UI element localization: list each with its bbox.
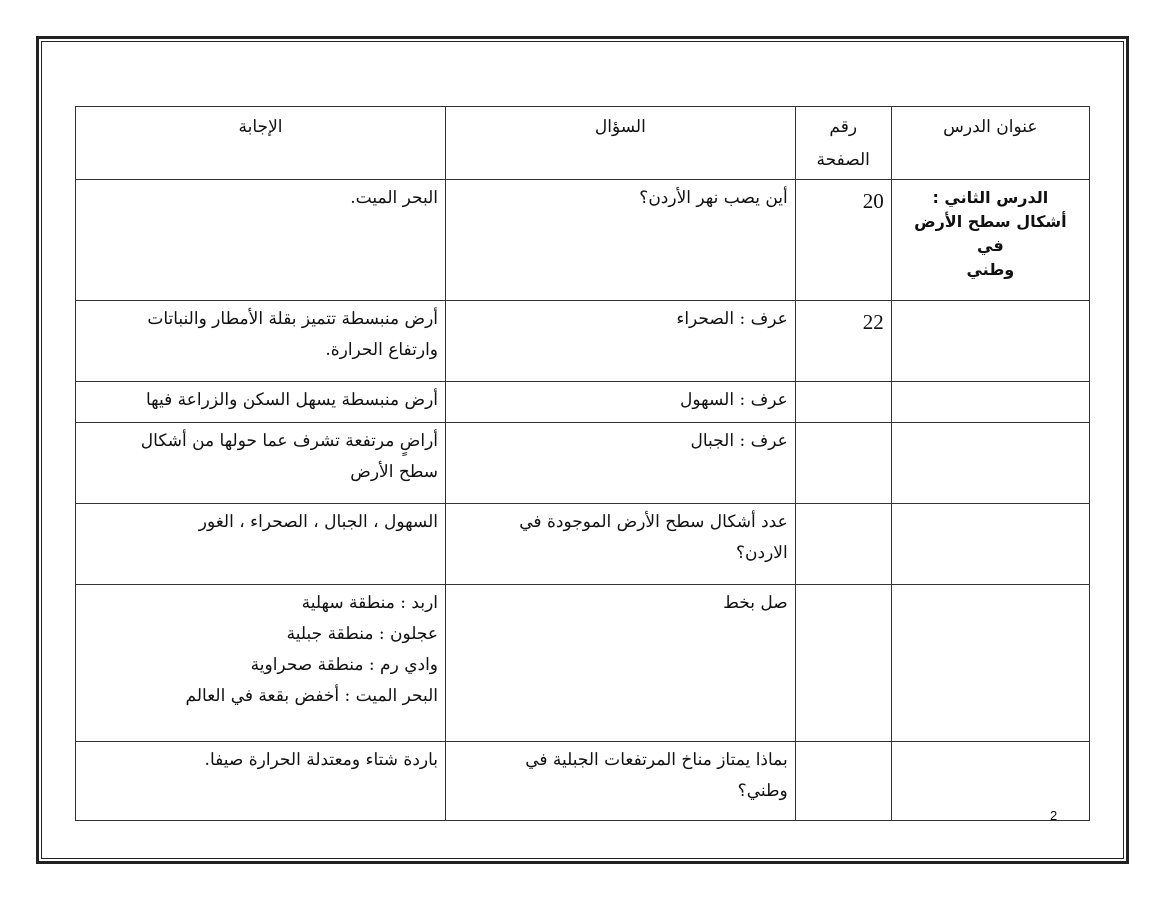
table-row [76, 423, 1090, 504]
question-text: وطني؟ [737, 781, 788, 801]
answer-text: عجلون : منطقة جبلية [286, 624, 439, 644]
page-number-cell [795, 742, 891, 821]
answer-cell [76, 423, 446, 504]
question-text: عرف : السهول [680, 390, 788, 410]
lesson-title-cell [891, 742, 1089, 821]
question-text: عرف : الجبال [690, 431, 788, 451]
answer-cell [76, 585, 446, 742]
answer-text: اربد : منطقة سهلية [301, 593, 439, 613]
lesson-title-cell [891, 382, 1089, 423]
page-number-cell [795, 382, 891, 423]
answer-text: وادي رم : منطقة صحراوية [250, 655, 439, 675]
question-text: صل بخط [723, 593, 788, 613]
question-cell [446, 180, 796, 301]
answer-text: وارتفاع الحرارة. [325, 340, 439, 360]
page-number-cell: 22 [795, 301, 891, 382]
question-text: عرف : الصحراء [676, 309, 788, 329]
header-question: السؤال [446, 107, 796, 180]
header-lesson-title: عنوان الدرس [891, 107, 1089, 180]
header-answer: الإجابة [76, 107, 446, 180]
table-row [76, 382, 1090, 423]
page-number-cell [795, 504, 891, 585]
lesson-title-line: الدرس الثاني : [932, 188, 1049, 207]
answer-cell [76, 504, 446, 585]
question-cell [446, 301, 796, 382]
answer-text: سطح الأرض [350, 462, 439, 482]
lesson-title-cell [891, 180, 1089, 301]
question-cell [446, 423, 796, 504]
question-text: عدد أشكال سطح الأرض الموجودة في [519, 512, 788, 532]
answer-cell [76, 742, 446, 821]
answer-text: باردة شتاء ومعتدلة الحرارة صيفا. [204, 750, 439, 770]
answer-text: أرض منبسطة يسهل السكن والزراعة فيها [145, 390, 439, 410]
page-number-cell [795, 585, 891, 742]
lesson-title-cell [891, 301, 1089, 382]
table-header-row [76, 107, 1090, 180]
table-row [76, 180, 1090, 301]
header-page-number: رقم الصفحة [795, 107, 891, 180]
lesson-title-line: وطني [966, 260, 1015, 279]
lesson-title-line: أشكال سطح الأرض في [914, 212, 1067, 255]
question-cell [446, 504, 796, 585]
table-row [76, 504, 1090, 585]
page-number-cell: 20 [795, 180, 891, 301]
lesson-title-cell [891, 504, 1089, 585]
lesson-title-cell [891, 423, 1089, 504]
question-cell [446, 742, 796, 821]
lesson-qa-table [75, 106, 1090, 821]
question-text: الاردن؟ [736, 543, 788, 563]
question-cell [446, 585, 796, 742]
question-text: بماذا يمتاز مناخ المرتفعات الجبلية في [525, 750, 788, 770]
answer-text: أرض منبسطة تتميز بقلة الأمطار والنباتات [147, 309, 439, 329]
lesson-title-cell [891, 585, 1089, 742]
table-row [76, 301, 1090, 382]
answer-cell [76, 180, 446, 301]
question-text: أين يصب نهر الأردن؟ [639, 188, 788, 208]
answer-cell [76, 301, 446, 382]
page-number: 2 [1050, 808, 1058, 823]
answer-text: السهول ، الجبال ، الصحراء ، الغور [198, 512, 439, 532]
table-row [76, 585, 1090, 742]
answer-text: البحر الميت. [350, 188, 439, 208]
answer-cell [76, 382, 446, 423]
table-row [76, 742, 1090, 821]
page-number-cell [795, 423, 891, 504]
answer-text: البحر الميت : أخفض بقعة في العالم [185, 686, 439, 706]
question-cell [446, 382, 796, 423]
answer-text: أراضٍ مرتفعة تشرف عما حولها من أشكال [140, 431, 439, 451]
